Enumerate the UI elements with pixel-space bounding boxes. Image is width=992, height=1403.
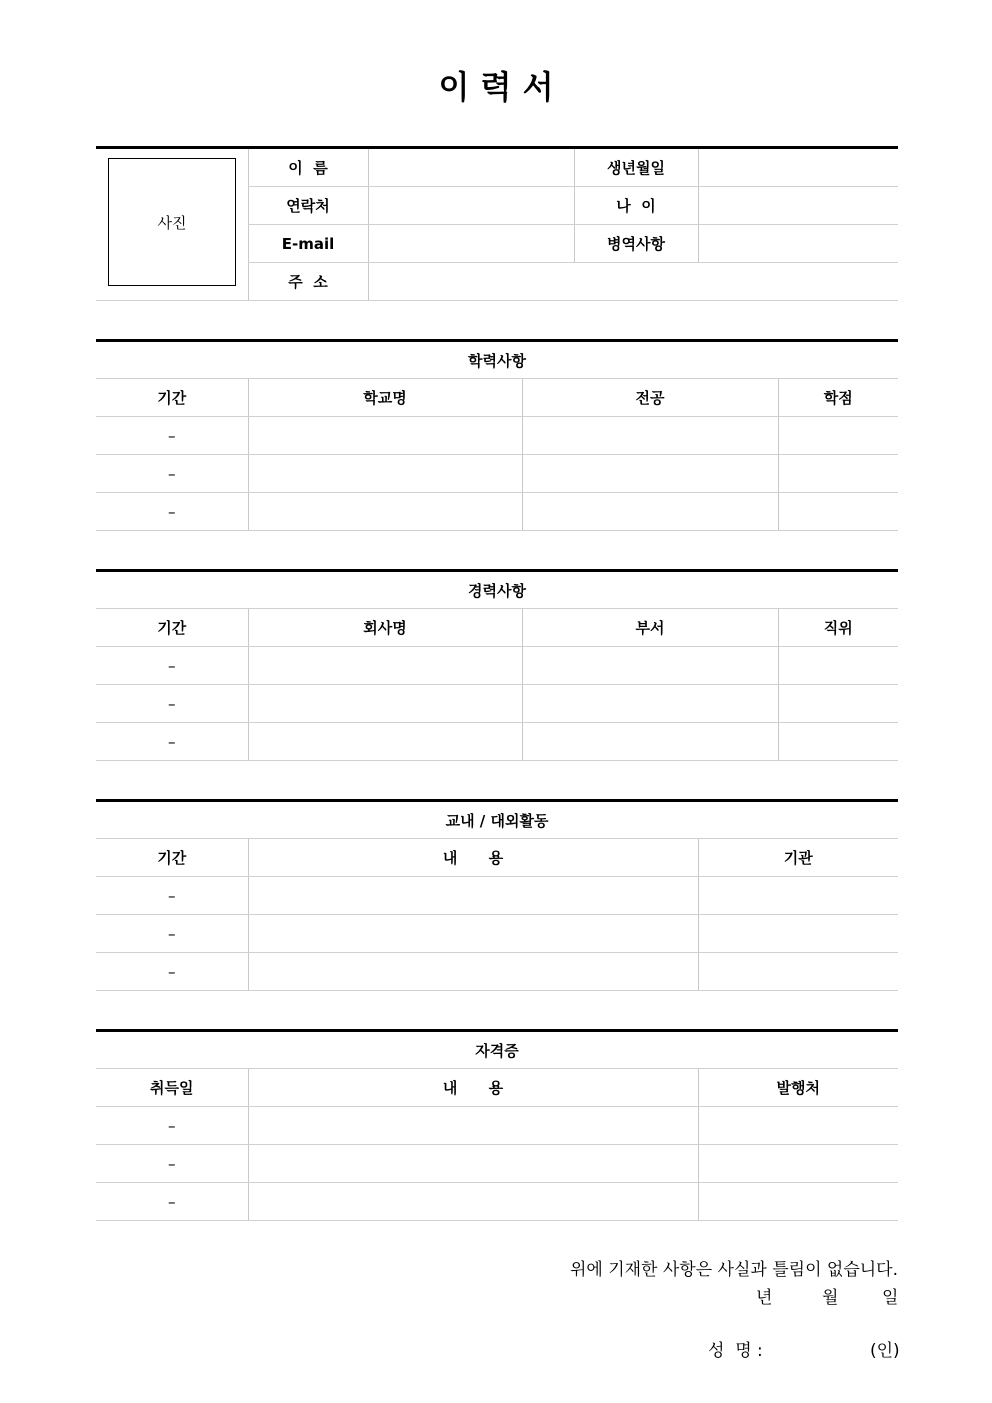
address-label: 주 소	[248, 263, 368, 301]
photo-box[interactable]	[108, 158, 236, 286]
page-title: 이 력 서	[438, 68, 554, 106]
career-section	[96, 572, 898, 761]
certificates-issuer[interactable]	[698, 1107, 898, 1145]
certificates-header-issuer: 발행처	[698, 1069, 898, 1107]
career-department[interactable]	[522, 723, 778, 761]
career-header-period: 기간	[96, 609, 248, 647]
table-row	[96, 455, 898, 493]
activities-title: 교내 / 대외활동	[96, 802, 898, 839]
birth-label: 생년월일	[574, 149, 698, 187]
table-row	[96, 953, 898, 991]
education-school[interactable]	[248, 493, 522, 531]
name-field[interactable]	[368, 149, 574, 187]
address-field[interactable]	[368, 263, 898, 301]
career-period[interactable]: –	[96, 685, 248, 723]
certificates-content[interactable]	[248, 1145, 698, 1183]
contact-label: 연락처	[248, 187, 368, 225]
career-department[interactable]	[522, 647, 778, 685]
career-company[interactable]	[248, 685, 522, 723]
name-label: 이 름	[248, 149, 368, 187]
activities-content[interactable]	[248, 915, 698, 953]
education-major[interactable]	[522, 417, 778, 455]
career-position[interactable]	[778, 723, 898, 761]
career-header-department: 부서	[522, 609, 778, 647]
career-position[interactable]	[778, 647, 898, 685]
education-school[interactable]	[248, 417, 522, 455]
military-label: 병역사항	[574, 225, 698, 263]
photo-label: 사진	[157, 213, 187, 232]
career-period[interactable]: –	[96, 723, 248, 761]
signature-label: 성 명 :	[708, 1341, 763, 1361]
activities-organization[interactable]	[698, 953, 898, 991]
activities-section	[96, 802, 898, 991]
education-section	[96, 342, 898, 531]
education-grade[interactable]	[778, 417, 898, 455]
education-grade[interactable]	[778, 455, 898, 493]
education-major[interactable]	[522, 455, 778, 493]
education-header-period: 기간	[96, 379, 248, 417]
career-department[interactable]	[522, 685, 778, 723]
certificates-issuer[interactable]	[698, 1145, 898, 1183]
military-field[interactable]	[698, 225, 898, 263]
activities-organization[interactable]	[698, 877, 898, 915]
table-row	[96, 1107, 898, 1145]
career-period[interactable]: –	[96, 647, 248, 685]
table-row	[96, 685, 898, 723]
footer-month: 월	[822, 1288, 839, 1308]
certificates-issuer[interactable]	[698, 1183, 898, 1221]
career-title: 경력사항	[96, 572, 898, 609]
certificates-date[interactable]: –	[96, 1145, 248, 1183]
activities-content[interactable]	[248, 953, 698, 991]
education-school[interactable]	[248, 455, 522, 493]
career-header-position: 직위	[778, 609, 898, 647]
certificates-header-date: 취득일	[96, 1069, 248, 1107]
education-title: 학력사항	[96, 342, 898, 379]
table-row	[96, 915, 898, 953]
footer-statement: 위에 기재한 사항은 사실과 틀림이 없습니다.	[569, 1260, 898, 1280]
contact-field[interactable]	[368, 187, 574, 225]
certificates-content[interactable]	[248, 1183, 698, 1221]
education-major[interactable]	[522, 493, 778, 531]
table-row	[96, 877, 898, 915]
certificates-date[interactable]: –	[96, 1107, 248, 1145]
activities-organization[interactable]	[698, 915, 898, 953]
career-header-company: 회사명	[248, 609, 522, 647]
footer-year: 년	[756, 1288, 773, 1308]
table-row	[96, 723, 898, 761]
career-company[interactable]	[248, 723, 522, 761]
footer-day: 일	[882, 1288, 899, 1308]
email-label: E-mail	[248, 225, 368, 263]
career-company[interactable]	[248, 647, 522, 685]
certificates-header-content: 내 용	[248, 1069, 698, 1107]
activities-content[interactable]	[248, 877, 698, 915]
table-row	[96, 1183, 898, 1221]
birth-field[interactable]	[698, 149, 898, 187]
age-field[interactable]	[698, 187, 898, 225]
activities-header-period: 기간	[96, 839, 248, 877]
seal-label: (인)	[870, 1341, 900, 1361]
education-header-major: 전공	[522, 379, 778, 417]
certificates-content[interactable]	[248, 1107, 698, 1145]
education-period[interactable]: –	[96, 493, 248, 531]
table-row	[96, 493, 898, 531]
activities-period[interactable]: –	[96, 877, 248, 915]
education-grade[interactable]	[778, 493, 898, 531]
education-header-grade: 학점	[778, 379, 898, 417]
table-row	[96, 647, 898, 685]
table-row	[96, 1145, 898, 1183]
activities-period[interactable]: –	[96, 915, 248, 953]
certificates-section	[96, 1032, 898, 1221]
certificates-date[interactable]: –	[96, 1183, 248, 1221]
email-field[interactable]	[368, 225, 574, 263]
certificates-title: 자격증	[96, 1032, 898, 1069]
education-period[interactable]: –	[96, 455, 248, 493]
education-header-school: 학교명	[248, 379, 522, 417]
career-position[interactable]	[778, 685, 898, 723]
education-period[interactable]: –	[96, 417, 248, 455]
table-row	[96, 417, 898, 455]
age-label: 나 이	[574, 187, 698, 225]
activities-header-content: 내 용	[248, 839, 698, 877]
activities-header-organization: 기관	[698, 839, 898, 877]
activities-period[interactable]: –	[96, 953, 248, 991]
